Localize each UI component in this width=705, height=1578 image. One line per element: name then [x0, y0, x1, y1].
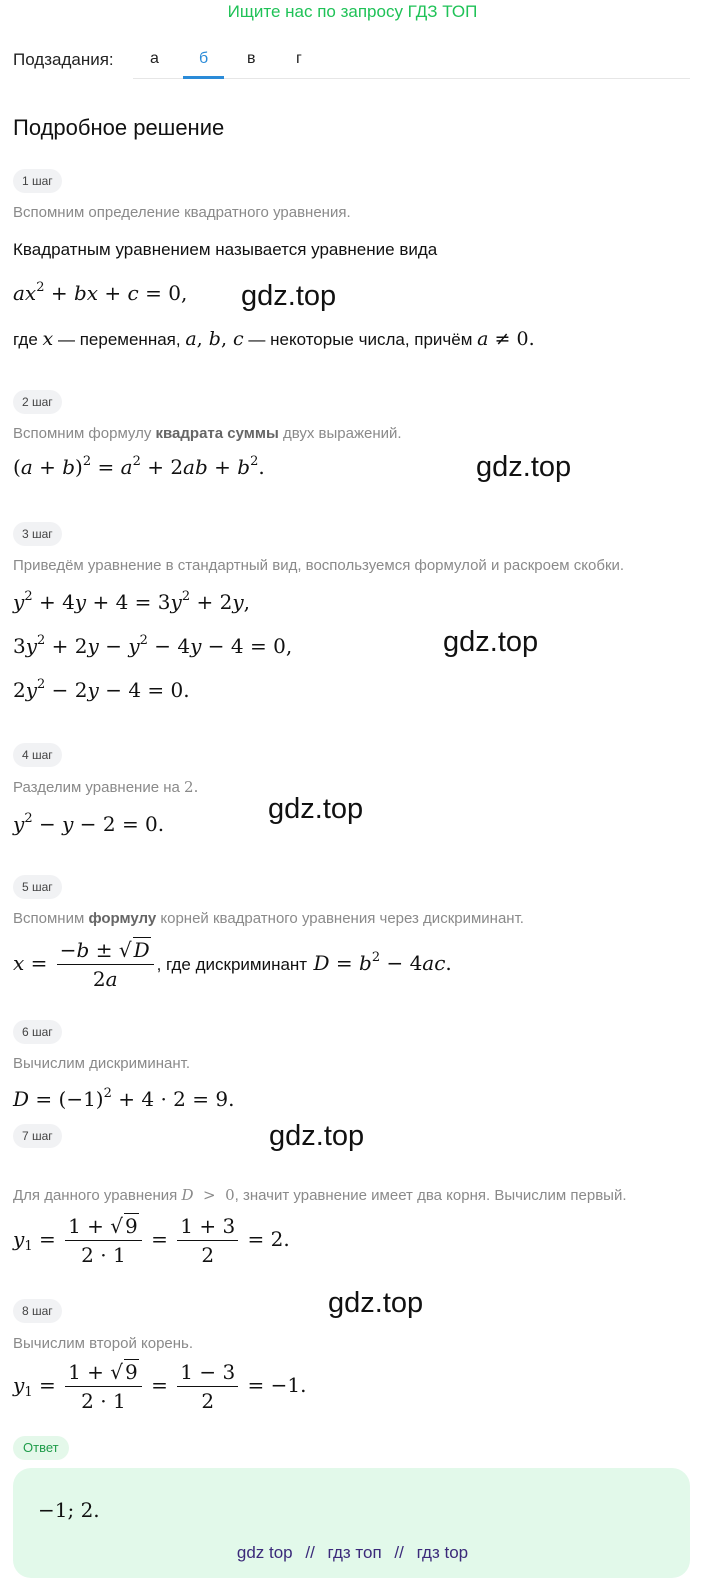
definition-text: Квадратным уравнением называется уравнение вида: [13, 240, 438, 259]
step-hint: Для данного уравнения D > 0, значит уравнение имеет два корня. Вычислим первый.: [13, 1186, 627, 1204]
watermark: gdz.top: [241, 280, 337, 312]
watermark: gdz.top: [268, 793, 364, 825]
equation-line: $3y^2 + 2y - y^2 - 4y - 4 = 0$,: [13, 633, 293, 658]
watermark: gdz.top: [443, 626, 539, 658]
formula: $(a + b)^2 = a^2 + 2ab + b^2$.: [13, 454, 265, 479]
equation-line: $2y^2 - 2y - 4 = 0$.: [13, 677, 190, 702]
answer-value: −1; 2.: [38, 1498, 100, 1522]
step-hint: Приведём уравнение в стандартный вид, воспользуемся формулой и раскроем скобки.: [13, 557, 625, 574]
active-tab-indicator: [183, 76, 224, 79]
step-hint: Вспомним формулу корней квадратного уравнения через дискриминант.: [13, 910, 524, 927]
tab-v[interactable]: в: [247, 50, 256, 67]
watermark: gdz.top: [269, 1120, 365, 1152]
tab-g[interactable]: г: [296, 50, 302, 67]
step-hint: Вычислим дискриминант.: [13, 1055, 190, 1072]
search-banner: Ищите нас по запросу ГДЗ ТОП: [227, 2, 478, 21]
footer-link[interactable]: гдз топ: [327, 1543, 382, 1562]
watermark: gdz.top: [328, 1287, 424, 1319]
footer-link[interactable]: гдз top: [416, 1543, 469, 1562]
subtasks-label: Подзадания:: [13, 50, 114, 69]
step-badge: 7 шаг: [13, 1124, 62, 1148]
step-badge: 6 шаг: [13, 1020, 62, 1044]
step-badge: 8 шаг: [13, 1299, 62, 1323]
formula: $ax^2$ + bx + c = 0,: [13, 280, 188, 305]
discriminant-calc: $D = (-1)^2 + 4 \cdot 2 = 9$.: [13, 1086, 235, 1111]
page-title: Подробное решение: [13, 115, 225, 140]
footer-separator: //: [394, 1543, 404, 1562]
footer-link[interactable]: gdz top: [236, 1543, 293, 1562]
step-badge: 1 шаг: [13, 169, 62, 193]
root-1-calc: $y_1$ = $\frac{1 + √ 9}{2 \cdot 1}$ = $\frac{1 + 3}{2}$ = 2.: [13, 1214, 290, 1267]
step-hint: Вычислим второй корень.: [13, 1335, 194, 1352]
root-2-calc: $y_1$ = $\frac{1 + √ 9}{2 \cdot 1}$ = $\frac{1 - 3}{2}$ = −1.: [13, 1360, 307, 1413]
step-hint: Разделим уравнение на 2.: [13, 778, 199, 796]
tab-a[interactable]: а: [150, 50, 159, 67]
equation-line: $y^2 + 4y + 4 = 3y^2 + 2y$,: [13, 589, 250, 614]
step-badge: 4 шаг: [13, 743, 62, 767]
step-badge: 5 шаг: [13, 875, 62, 899]
step-hint: Вспомним формулу квадрата суммы двух выражений.: [13, 425, 402, 442]
definition-note: где x — переменная, a, b, c — некоторые числа, причём a ≠ 0.: [13, 328, 535, 350]
quadratic-formula: x = $\frac{-b \pm √ D}{2a}$ , где дискриминант $D = b^2 - 4ac$.: [13, 938, 452, 991]
footer-links: [0, 1543, 705, 1563]
equation-line: $y^2 - y - 2 = 0$.: [13, 811, 165, 836]
watermark: gdz.top: [476, 451, 572, 483]
tab-b[interactable]: б: [199, 50, 209, 67]
answer-badge: Ответ: [13, 1436, 69, 1460]
step-hint: Вспомним определение квадратного уравнения.: [13, 204, 351, 221]
step-badge: 2 шаг: [13, 390, 62, 414]
footer-separator: //: [305, 1543, 315, 1562]
step-badge: 3 шаг: [13, 522, 62, 546]
